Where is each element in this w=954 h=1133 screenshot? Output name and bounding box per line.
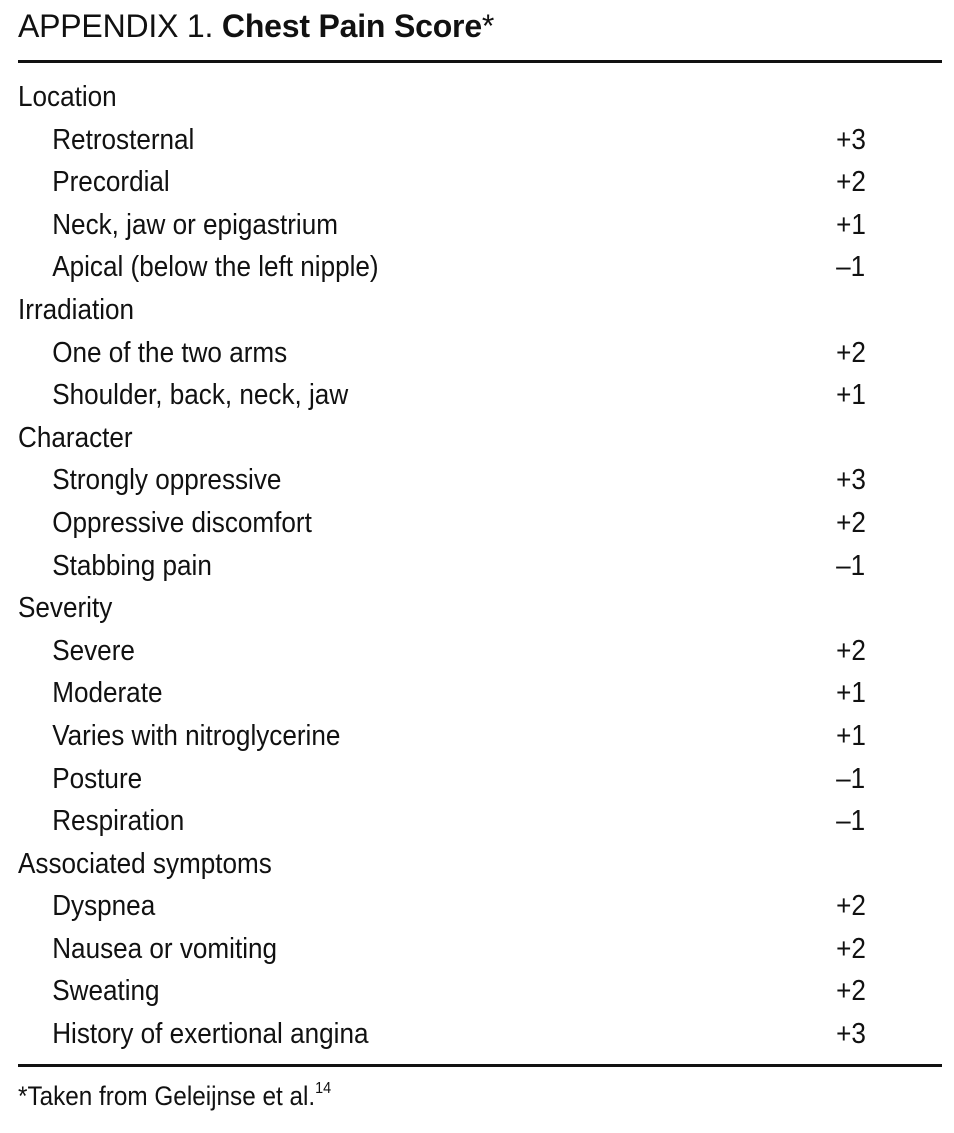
top-rule bbox=[18, 60, 942, 63]
table-category-row bbox=[18, 76, 850, 119]
item-label: Respiration bbox=[52, 805, 185, 838]
appendix-page bbox=[18, 0, 942, 1133]
category-label: Character bbox=[18, 421, 133, 454]
score-value: –1 bbox=[836, 805, 866, 838]
table-row bbox=[18, 630, 866, 673]
table-row bbox=[18, 332, 866, 375]
score-value: +2 bbox=[836, 890, 866, 923]
score-value: +2 bbox=[836, 634, 866, 667]
item-label: Precordial bbox=[52, 166, 170, 199]
table-row bbox=[18, 374, 866, 417]
table-row bbox=[18, 672, 866, 715]
score-value: +2 bbox=[836, 975, 866, 1008]
category-label: Location bbox=[18, 81, 117, 113]
item-label: Neck, jaw or epigastrium bbox=[52, 208, 338, 241]
item-label: One of the two arms bbox=[52, 336, 288, 369]
item-label: Posture bbox=[52, 762, 143, 795]
table-row bbox=[18, 885, 866, 928]
item-label: Apical (below the left nipple) bbox=[52, 251, 379, 284]
item-label: Strongly oppressive bbox=[52, 464, 282, 497]
table-category-row bbox=[18, 843, 850, 886]
bottom-rule bbox=[18, 1064, 942, 1067]
title-bold-text: Chest Pain Score bbox=[221, 8, 482, 44]
item-label: Stabbing pain bbox=[52, 549, 212, 582]
table-row bbox=[18, 970, 866, 1013]
score-value: +3 bbox=[836, 123, 866, 156]
table-row bbox=[18, 246, 866, 289]
footnote bbox=[18, 1076, 331, 1116]
item-label: Sweating bbox=[52, 975, 160, 1008]
item-label: Moderate bbox=[52, 677, 163, 710]
score-value: +2 bbox=[836, 336, 866, 369]
item-label: Shoulder, back, neck, jaw bbox=[52, 379, 349, 412]
table-row bbox=[18, 715, 866, 758]
item-label: Varies with nitroglycerine bbox=[52, 719, 341, 752]
score-value: +2 bbox=[836, 166, 866, 199]
category-label: Associated symptoms bbox=[18, 847, 272, 880]
footnote-reference: 14 bbox=[315, 1080, 332, 1097]
footnote-text: *Taken from Geleijnse et al. bbox=[18, 1081, 316, 1111]
score-value: +1 bbox=[836, 379, 866, 412]
table-category-row bbox=[18, 417, 850, 460]
table-row bbox=[18, 161, 866, 204]
table-category-row bbox=[18, 289, 850, 332]
score-value: +2 bbox=[836, 506, 866, 539]
table-row bbox=[18, 545, 866, 588]
table-row bbox=[18, 800, 866, 843]
score-value: –1 bbox=[836, 549, 866, 582]
item-label: Oppressive discomfort bbox=[52, 506, 312, 539]
item-label: History of exertional angina bbox=[52, 1018, 369, 1051]
score-value: +1 bbox=[836, 208, 866, 241]
score-value: +1 bbox=[836, 677, 866, 710]
score-value: –1 bbox=[836, 762, 866, 795]
table-row bbox=[18, 928, 866, 971]
table-row bbox=[18, 502, 866, 545]
title-asterisk: * bbox=[481, 8, 495, 44]
appendix-title bbox=[18, 6, 494, 46]
table-row bbox=[18, 758, 866, 801]
item-label: Dyspnea bbox=[52, 890, 156, 923]
item-label: Retrosternal bbox=[52, 123, 195, 156]
score-table bbox=[18, 76, 942, 1056]
score-value: +3 bbox=[836, 1018, 866, 1051]
category-label: Severity bbox=[18, 592, 113, 625]
title-prefix: APPENDIX 1. bbox=[18, 8, 222, 44]
score-value: +3 bbox=[836, 464, 866, 497]
table-row bbox=[18, 204, 866, 247]
table-category-row bbox=[18, 587, 850, 630]
table-row bbox=[18, 119, 866, 162]
score-value: +2 bbox=[836, 932, 866, 965]
category-label: Irradiation bbox=[18, 293, 135, 326]
item-label: Nausea or vomiting bbox=[52, 932, 278, 965]
table-row bbox=[18, 1013, 866, 1056]
score-value: –1 bbox=[836, 251, 866, 284]
table-row bbox=[18, 459, 866, 502]
score-value: +1 bbox=[836, 719, 866, 752]
item-label: Severe bbox=[52, 634, 135, 667]
